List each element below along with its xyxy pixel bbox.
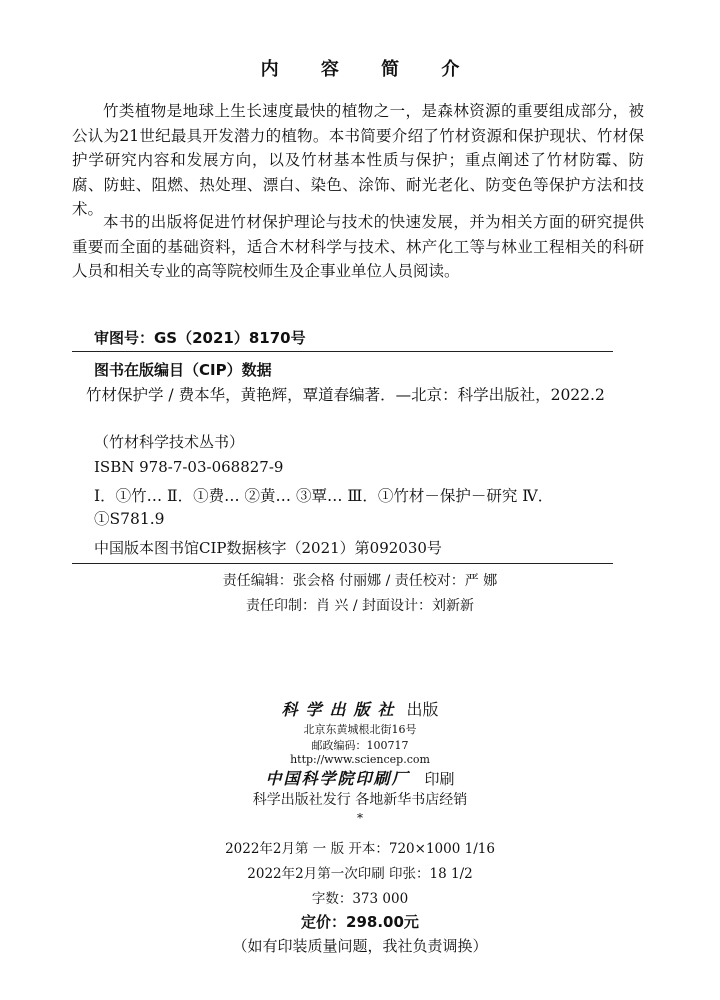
publisher-website: http://www.sciencep.com	[290, 753, 430, 766]
separator-asterisk: *	[357, 811, 363, 825]
publisher-suffix: 出版	[406, 700, 439, 719]
cip-verification: 中国版本图书馆CIP数据核字（2021）第092030号	[94, 539, 442, 557]
summary-paragraph-2: 本书的出版将促进竹材保护理论与技术的快速发展，并为相关方面的研究提供重要而全面的基础资料，适合木材科学与技术、林产化工等与林业工程相关的科研人员和相关专业的高等院校师生及企事业单位人员阅读。	[72, 213, 644, 281]
word-count: 字数：373 000	[311, 891, 409, 907]
staff-line-editors: 责任编辑：张会格 付丽娜 / 责任校对：严 娜	[222, 573, 498, 589]
printer-line	[0, 766, 720, 789]
publisher-line	[0, 697, 720, 720]
publisher-postcode: 邮政编码：100717	[311, 739, 409, 752]
cip-series: （竹材科学技术丛书）	[94, 433, 245, 451]
cip-subject-line: Ⅰ．①竹… Ⅱ．①费… ②黄… ③覃… Ⅲ．①竹材－保护－研究 Ⅳ．①S781.9	[94, 487, 554, 528]
edition-line-2: 2022年2月第一次印刷 印张：18 1/2	[247, 866, 473, 882]
map-approval-number: 审图号：GS（2021）8170号	[94, 329, 306, 347]
cip-isbn: ISBN 978-7-03-068827-9	[94, 458, 284, 476]
page-title: 内 容 简 介	[260, 59, 478, 80]
printer-suffix: 印刷	[424, 770, 455, 788]
summary-paragraph-1: 竹类植物是地球上生长速度最快的植物之一，是森林资源的重要组成部分，被公认为21世纪最具开发潜力的植物。本书简要介绍了竹材资源和保护现状、竹材保护学研究内容和发展方向，以及竹材基本性质与保护；重点阐述了竹材防霉、防腐、防蛀、阻燃、热处理、漂白、染色、涂饰、耐光老化、防变色等保护方法和技术。	[72, 102, 644, 219]
edition-line-1: 2022年2月第 一 版 开本：720×1000 1/16	[225, 841, 495, 857]
divider-top	[72, 351, 613, 352]
printer-name: 中国科学院印刷厂	[265, 769, 410, 788]
price: 定价：298.00元	[301, 913, 419, 931]
distribution-line: 科学出版社发行 各地新华书店经销	[252, 792, 468, 808]
quality-note: （如有印装质量问题，我社负责调换）	[232, 937, 488, 955]
publisher-address: 北京东黄城根北街16号	[303, 723, 417, 736]
cip-entry-line: 竹材保护学 / 费本华，黄艳辉，覃道春编著．—北京：科学出版社，2022.2	[86, 386, 605, 404]
cip-heading: 图书在版编目（CIP）数据	[94, 361, 272, 379]
staff-line-production: 责任印制：肖 兴 / 封面设计：刘新新	[245, 598, 475, 614]
publisher-name: 科学出版社	[281, 700, 402, 719]
divider-bottom	[72, 563, 613, 564]
